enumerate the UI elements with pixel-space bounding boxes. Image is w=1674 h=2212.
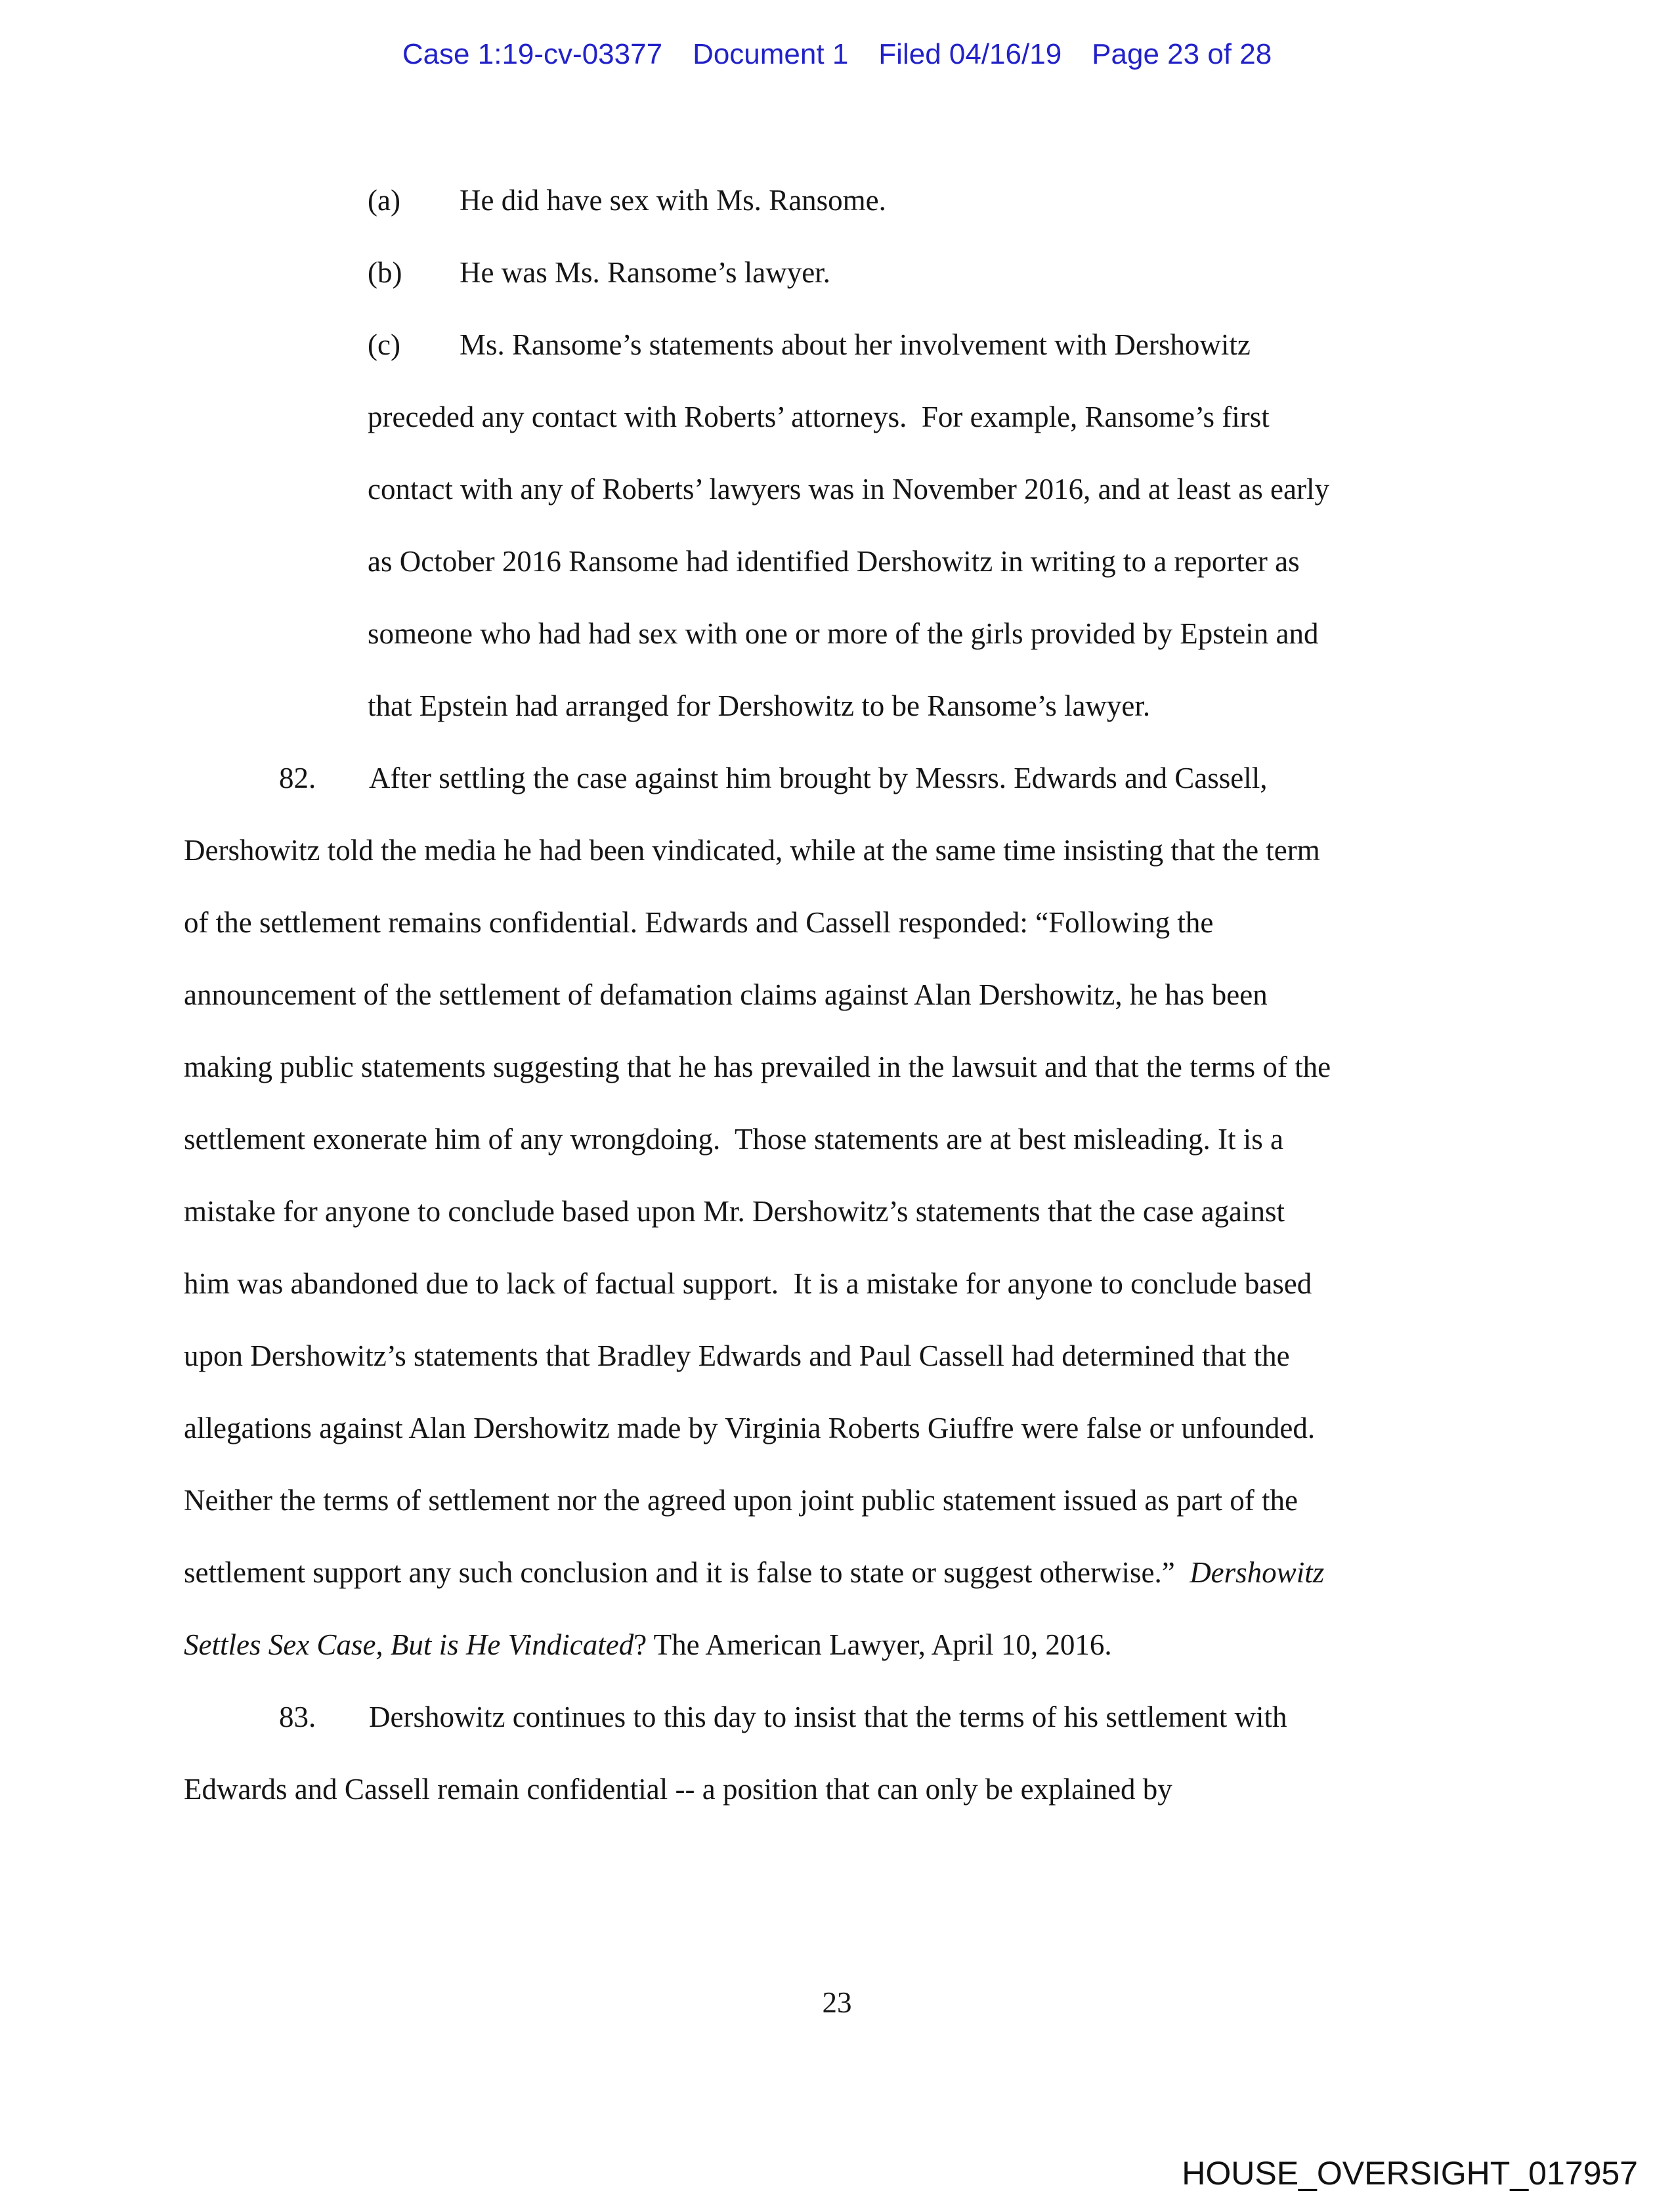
document-line bbox=[184, 1031, 1595, 1103]
text-run: preceded any contact with Roberts’ attorneys. For example, Ransome’s first bbox=[368, 401, 1270, 433]
text-run: someone who had had sex with one or more of the girls provided by Epstein and bbox=[368, 617, 1319, 650]
text-run: contact with any of Roberts’ lawyers was in November 2016, and at least as early bbox=[368, 473, 1329, 506]
document-line bbox=[184, 1536, 1595, 1609]
text-run: announcement of the settlement of defamation claims against Alan Dershowitz, he has been bbox=[184, 978, 1268, 1011]
document-line bbox=[184, 1392, 1595, 1464]
document-line bbox=[184, 1103, 1595, 1175]
text-run: Dershowitz continues to this day to insist that the terms of his settlement with bbox=[369, 1701, 1287, 1733]
document-line bbox=[184, 1681, 1595, 1753]
document-line bbox=[184, 959, 1595, 1031]
text-run: Edwards and Cassell remain confidential -- a position that can only be explained by bbox=[184, 1773, 1172, 1806]
text-run: He did have sex with Ms. Ransome. bbox=[460, 184, 886, 217]
document-line bbox=[184, 670, 1595, 742]
header-segment: Filed 04/16/19 bbox=[878, 38, 1062, 70]
text-run: of the settlement remains confidential. Edwards and Cassell responded: “Following the bbox=[184, 906, 1214, 939]
text-run: Dershowitz told the media he had been vindicated, while at the same time insisting that the term bbox=[184, 834, 1320, 867]
document-line bbox=[184, 525, 1595, 597]
page-number: 23 bbox=[822, 1986, 852, 2019]
document-line bbox=[184, 814, 1595, 886]
text-run: making public statements suggesting that he has prevailed in the lawsuit and that the terms of the bbox=[184, 1051, 1331, 1083]
line-label: (c) bbox=[368, 328, 400, 361]
text-run: Ms. Ransome’s statements about her involvement with Dershowitz bbox=[460, 328, 1251, 361]
document-line bbox=[184, 1320, 1595, 1392]
header-segment: Case 1:19-cv-03377 bbox=[402, 38, 663, 70]
document-line bbox=[184, 1464, 1595, 1536]
text-run: ? The American Lawyer, April 10, 2016. bbox=[633, 1628, 1112, 1661]
document-line bbox=[184, 381, 1595, 453]
text-run: Settles Sex Case, But is He Vindicated bbox=[184, 1628, 634, 1661]
text-run: upon Dershowitz’s statements that Bradley Edwards and Paul Cassell had determined that the bbox=[184, 1339, 1290, 1372]
document-line bbox=[184, 309, 1595, 381]
text-run: that Epstein had arranged for Dershowitz to be Ransome’s lawyer. bbox=[368, 689, 1151, 722]
line-label: (b) bbox=[368, 256, 402, 289]
text-run: him was abandoned due to lack of factual support. It is a mistake for anyone to conclude based bbox=[184, 1267, 1312, 1300]
text-run: Dershowitz bbox=[1190, 1556, 1325, 1589]
document-line bbox=[184, 164, 1595, 236]
document-line bbox=[184, 742, 1595, 814]
header-segment: Document 1 bbox=[693, 38, 849, 70]
document-line bbox=[184, 597, 1595, 670]
document-line bbox=[184, 1175, 1595, 1247]
text-run: settlement exonerate him of any wrongdoing. Those statements are at best misleading. It is a bbox=[184, 1123, 1283, 1156]
document-line bbox=[184, 1609, 1595, 1681]
line-label: 83. bbox=[279, 1701, 316, 1733]
text-run: Neither the terms of settlement nor the agreed upon joint public statement issued as part of the bbox=[184, 1484, 1298, 1517]
header-segment: Page 23 of 28 bbox=[1092, 38, 1272, 70]
text-run: allegations against Alan Dershowitz made by Virginia Roberts Giuffre were false or unfounded. bbox=[184, 1412, 1316, 1444]
text-run: as October 2016 Ransome had identified Dershowitz in writing to a reporter as bbox=[368, 545, 1300, 578]
document-body bbox=[184, 164, 1595, 1825]
document-line bbox=[184, 1753, 1595, 1825]
text-run: mistake for anyone to conclude based upon Mr. Dershowitz’s statements that the case against bbox=[184, 1195, 1285, 1228]
document-line bbox=[184, 886, 1595, 959]
case-header bbox=[0, 38, 1674, 71]
line-label: 82. bbox=[279, 762, 316, 794]
document-line bbox=[184, 1247, 1595, 1320]
bates-number: HOUSE_OVERSIGHT_017957 bbox=[1182, 2155, 1638, 2192]
text-run: He was Ms. Ransome’s lawyer. bbox=[460, 256, 830, 289]
text-run: settlement support any such conclusion and it is false to state or suggest otherwise.” bbox=[184, 1556, 1190, 1589]
document-line bbox=[184, 453, 1595, 525]
line-label: (a) bbox=[368, 184, 400, 217]
document-line bbox=[184, 236, 1595, 309]
text-run: After settling the case against him brought by Messrs. Edwards and Cassell, bbox=[369, 762, 1268, 794]
